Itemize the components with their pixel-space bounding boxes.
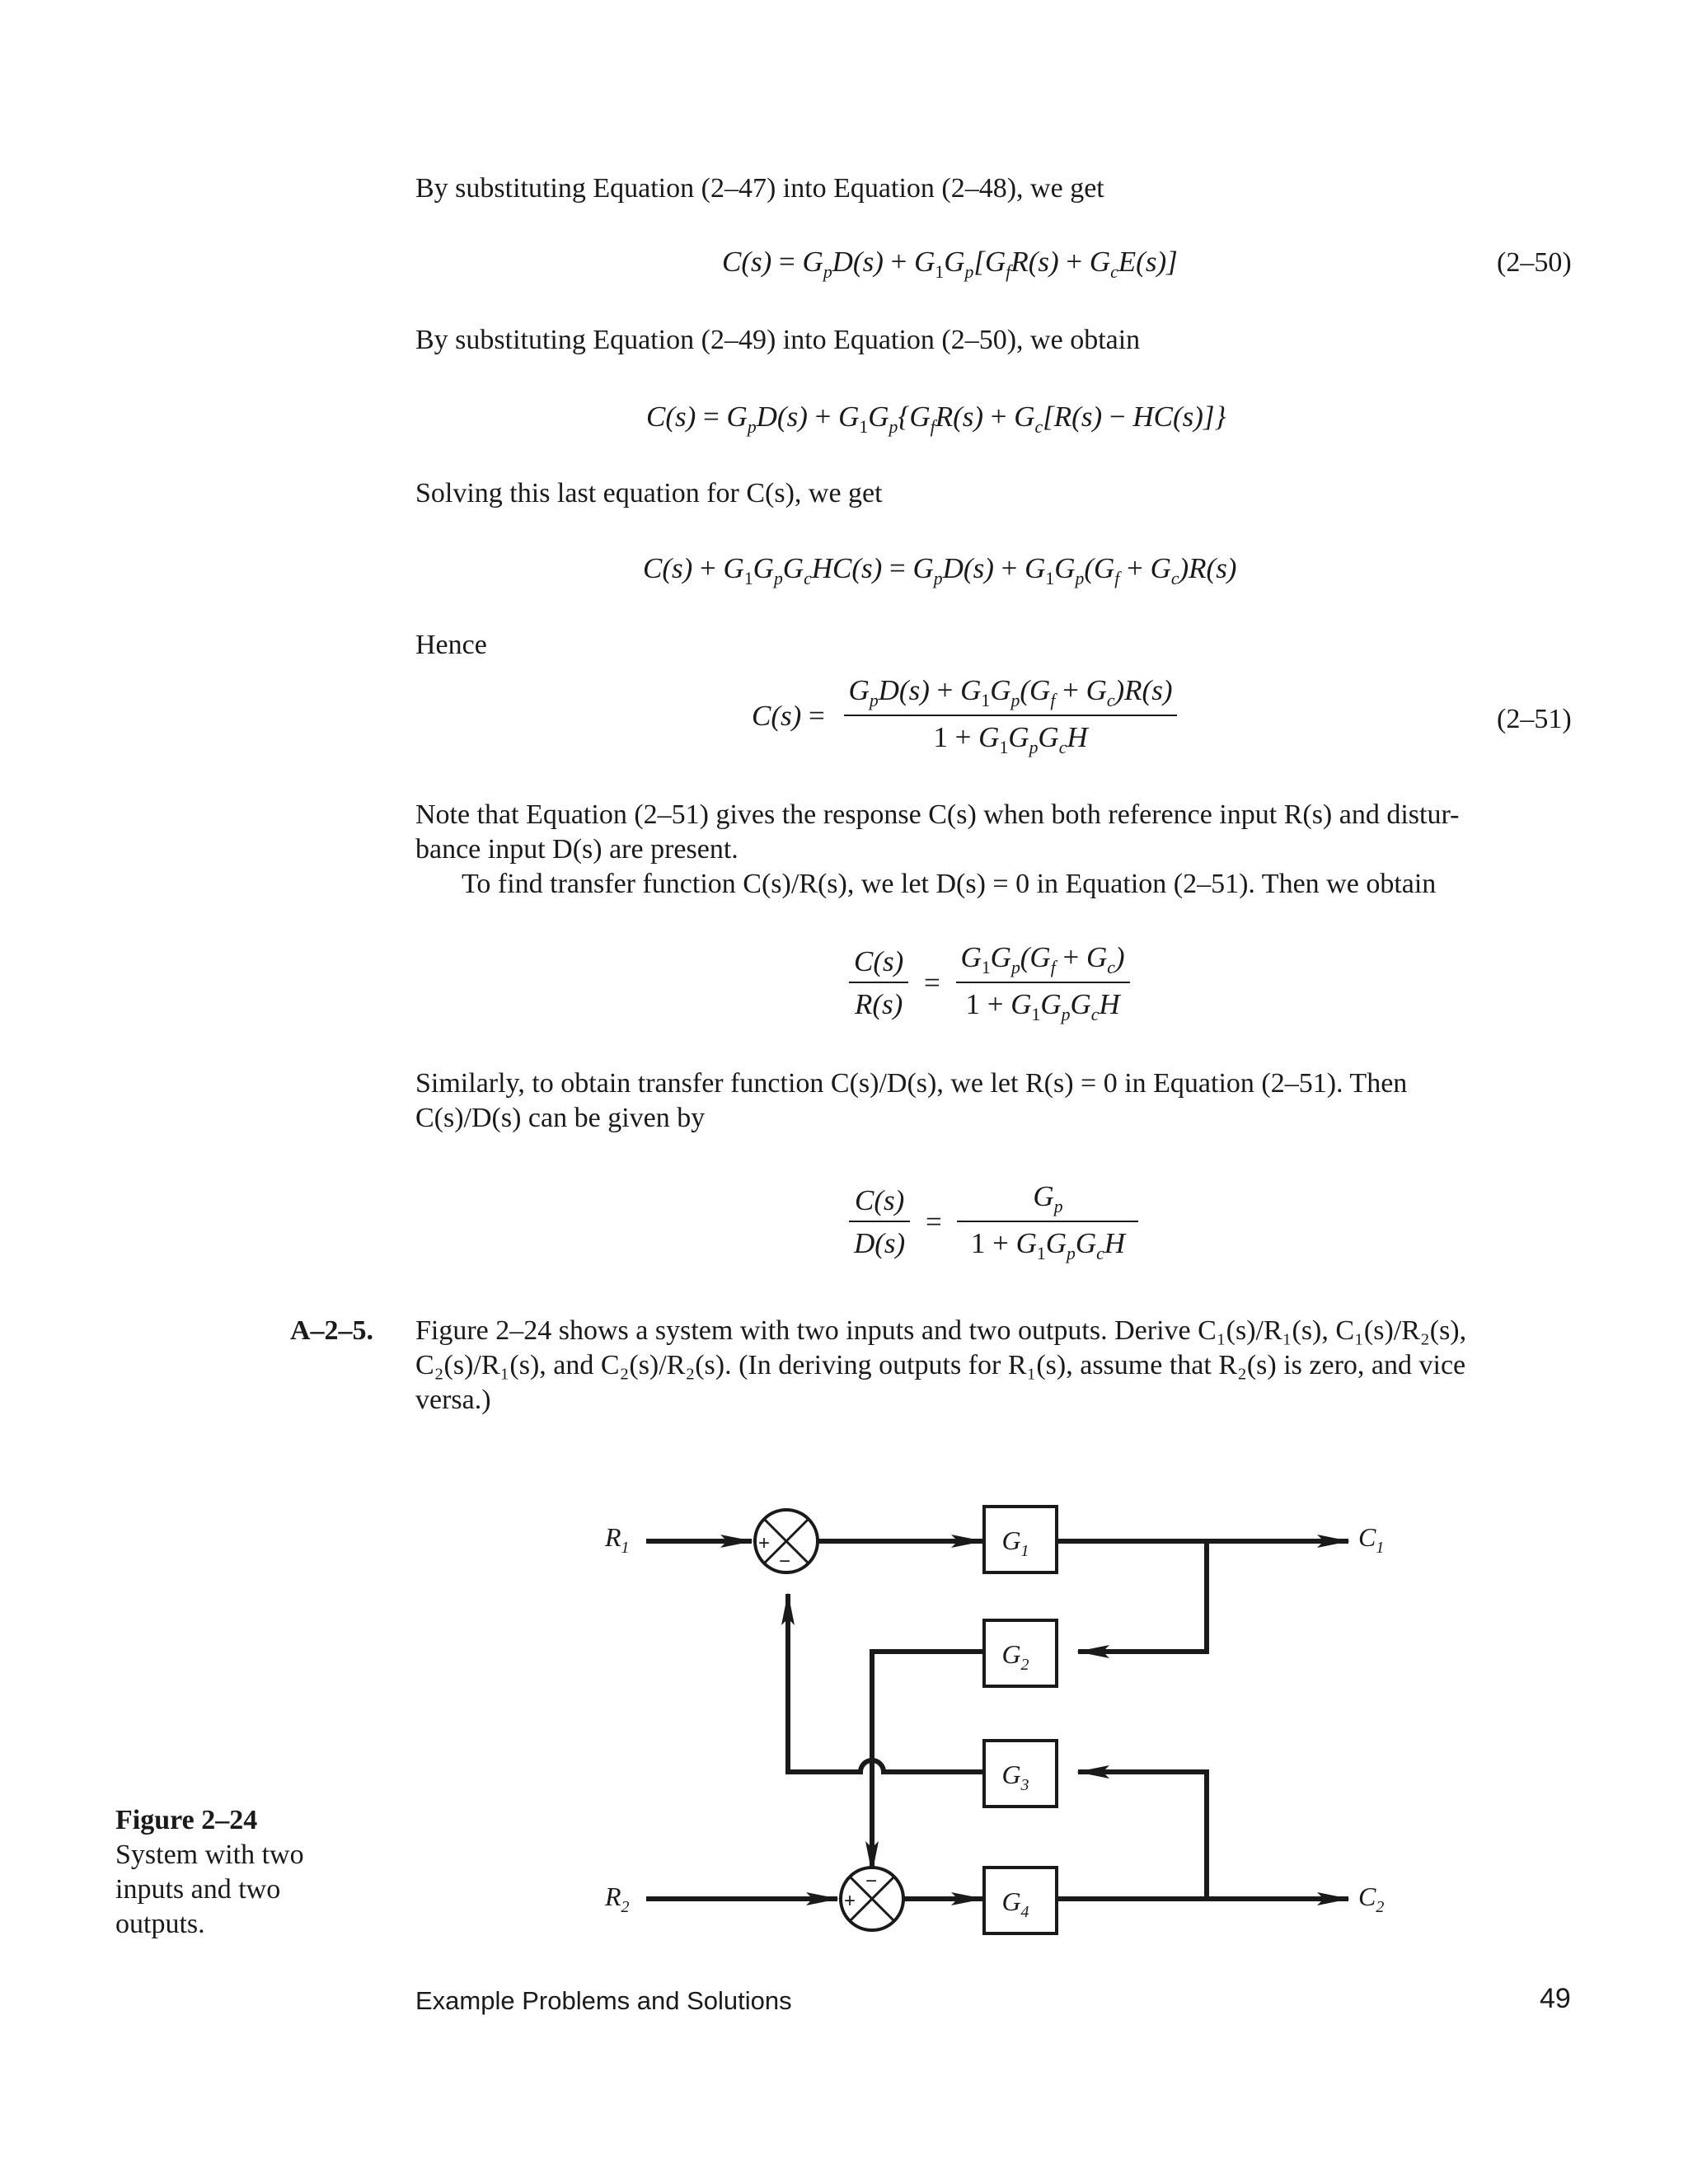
- equation-2-51: C(s) = $\frac{G_pD(s) + G_1G_p(G_f + G_c)R(s)}{1 + G_1G_pG_cH}$: [752, 674, 1177, 758]
- signal-g3-to-sum1: [788, 1594, 982, 1772]
- paragraph-note-line-1: Note that Equation (2–51) gives the response C(s) when both reference input R(s) and distur-: [415, 799, 1460, 830]
- block-g1-label: $G_1$: [1001, 1526, 1029, 1560]
- paragraph-transfer-cr: To find transfer function C(s)/R(s), we let D(s) = 0 in Equation (2–51). Then we obtain: [462, 869, 1437, 899]
- sum1-minus-sign: −: [779, 1550, 791, 1572]
- sum2-minus-sign: −: [865, 1870, 878, 1892]
- equation-solved: $C(s) + G_1G_pG_cHC(s) = G_pD(s) + G_1G_p(G_f + G_c)R(s)$: [643, 552, 1237, 588]
- branch-c1-to-g2: [1078, 1541, 1207, 1652]
- paragraph-transfer-cd-line-1: Similarly, to obtain transfer function C(s)/D(s), we let R(s) = 0 in Equation (2–51). Then: [415, 1068, 1408, 1099]
- equation-substituted: $C(s) = G_pD(s) + G_1G_p\{G_fR(s) + G_c[R(s) - HC(s)]\}$: [646, 401, 1226, 437]
- equation-number-2-51: (2–51): [1497, 704, 1572, 734]
- figure-caption-line-3: outputs.: [115, 1909, 205, 1939]
- equation-c-over-d: $\frac{C(s)}{D(s)}$ = $\frac{G_p}{1 + G_1G_pG_cH}$: [849, 1180, 1138, 1264]
- output-c1-label: $C_1$: [1358, 1522, 1385, 1557]
- problem-id: A–2–5.: [290, 1315, 374, 1346]
- sum2-plus-sign: +: [844, 1890, 856, 1912]
- output-c2-label: $C_2$: [1358, 1882, 1385, 1916]
- block-g3-label: $G_3$: [1001, 1760, 1029, 1794]
- input-r2-label: $R_2$: [605, 1882, 630, 1916]
- figure-caption-title: Figure 2–24: [115, 1805, 258, 1835]
- hence-label: Hence: [415, 630, 487, 660]
- equation-c-over-r: $\frac{C(s)}{R(s)}$ = $\frac{G_1G_p(G_f + G_c)}{1 + G_1G_pG_cH}$: [849, 941, 1130, 1025]
- equation-2-50: $C(s) = G_pD(s) + G_1G_p[G_fR(s) + G_cE(s)]$: [722, 246, 1178, 282]
- block-g2-label: $G_2$: [1001, 1639, 1029, 1674]
- branch-c2-to-g3: [1078, 1772, 1207, 1899]
- signal-g2-to-sum2: [872, 1652, 982, 1872]
- footer-section-title: Example Problems and Solutions: [415, 1986, 792, 2015]
- sum1-plus-sign: +: [758, 1532, 771, 1554]
- equation-number-2-50: (2–50): [1497, 247, 1572, 278]
- figure-caption-line-1: System with two: [115, 1840, 304, 1870]
- problem-line-3: versa.): [415, 1385, 491, 1415]
- figure-caption-line-2: inputs and two: [115, 1874, 281, 1905]
- paragraph-solving: Solving this last equation for C(s), we get: [415, 478, 883, 509]
- paragraph-substitution-2: By substituting Equation (2–49) into Equation (2–50), we obtain: [415, 325, 1141, 355]
- page-number: 49: [1540, 1983, 1571, 2014]
- block-g4-label: $G_4$: [1001, 1886, 1029, 1921]
- paragraph-substitution-1: By substituting Equation (2–47) into Equation (2–48), we get: [415, 173, 1104, 204]
- input-r1-label: $R_1$: [605, 1522, 630, 1557]
- problem-line-1: Figure 2–24 shows a system with two inputs and two outputs. Derive C₁(s)/R₁(s), C₁(s)/R₂(s),: [415, 1315, 1467, 1346]
- problem-line-2: C₂(s)/R₁(s), and C₂(s)/R₂(s). (In deriving outputs for R₁(s), assume that R₂(s) is zero, and vice: [415, 1350, 1466, 1380]
- paragraph-note-line-2: bance input D(s) are present.: [415, 834, 738, 865]
- paragraph-transfer-cd-line-2: C(s)/D(s) can be given by: [415, 1103, 706, 1133]
